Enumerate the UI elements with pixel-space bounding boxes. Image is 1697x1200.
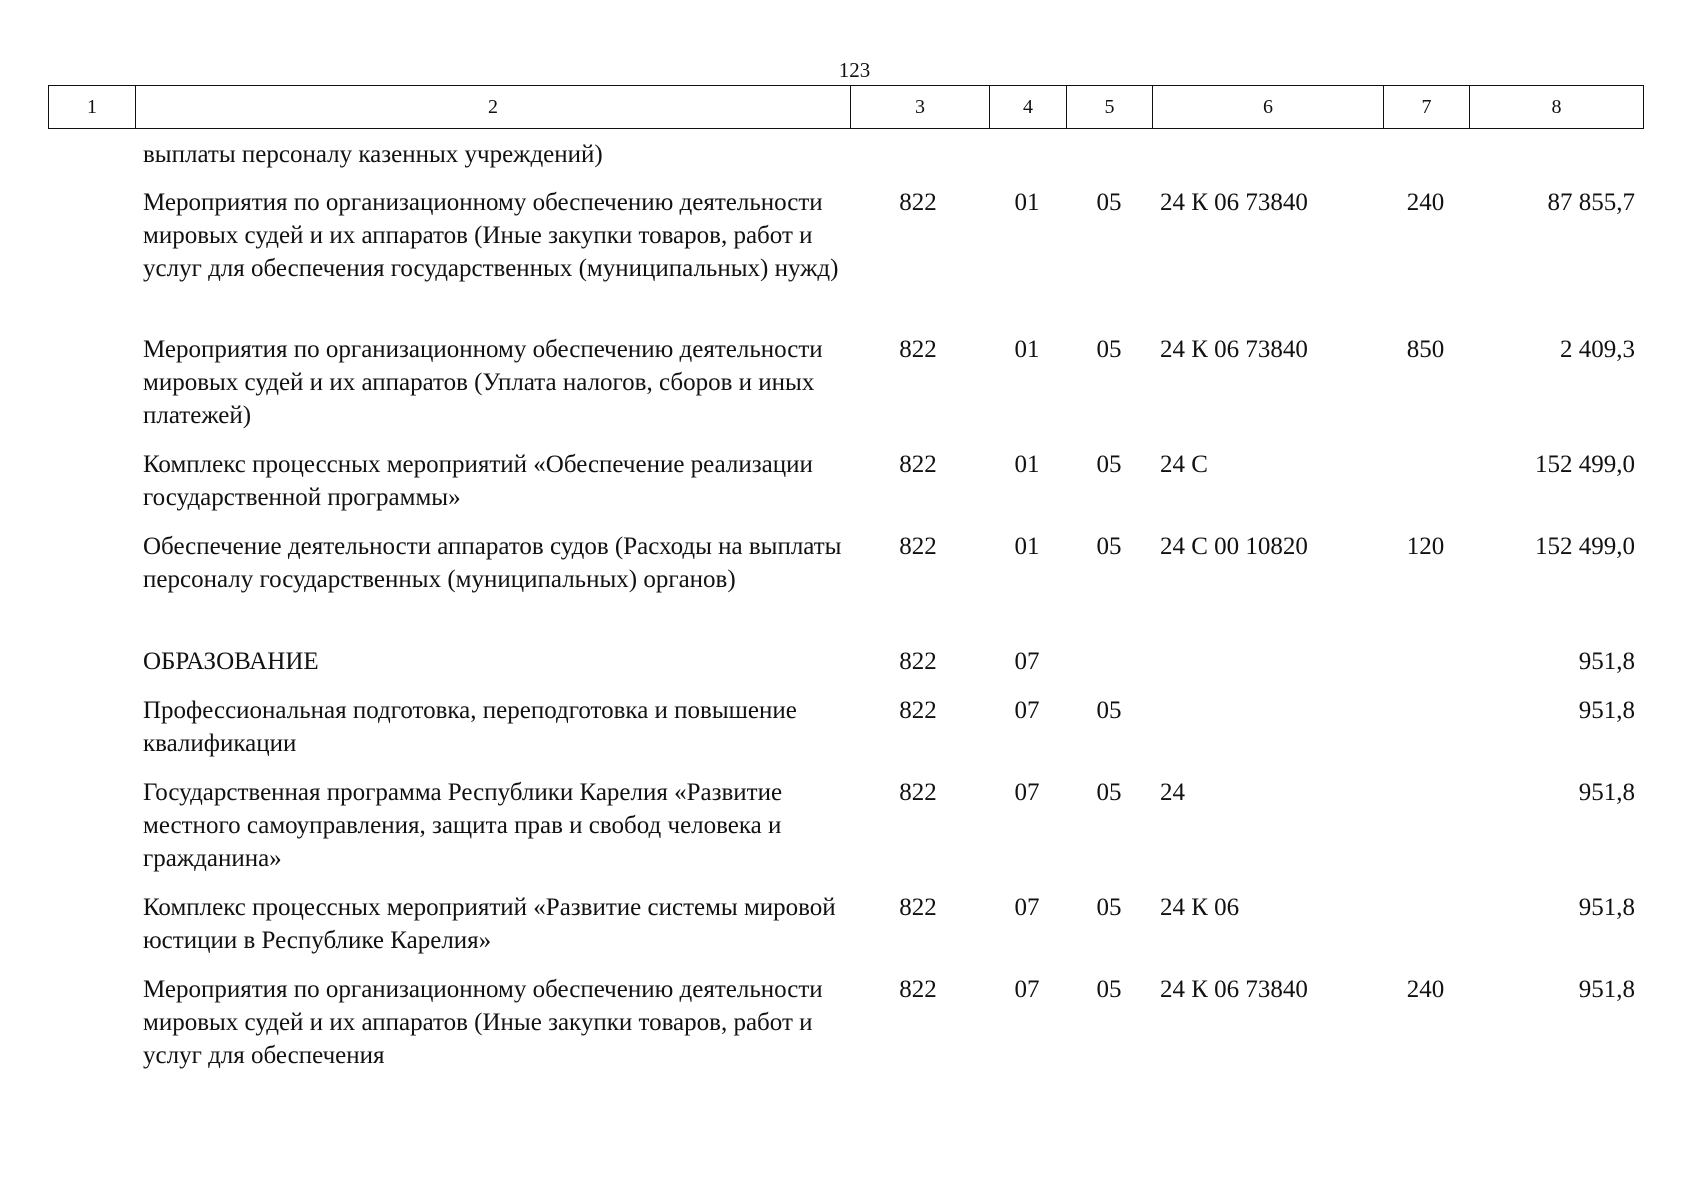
row-target-article: 24 С: [1160, 451, 1208, 478]
row-section: 07: [1014, 779, 1040, 806]
row-description: Мероприятия по организационному обеспечению деятельности мировых судей и их аппаратов (Иные закупки товаров, работ и услуг для обеспечения: [143, 976, 823, 1069]
row-subsection: 05: [1096, 779, 1122, 806]
row-section: 01: [1014, 189, 1040, 216]
column-header-6: 6: [1153, 86, 1384, 129]
row-target-article: 24 К 06 73840: [1160, 189, 1308, 216]
row-ministry-code: 822: [899, 533, 937, 560]
row-description: Профессиональная подготовка, переподготовка и повышение квалификации: [143, 697, 797, 757]
row-subsection: 05: [1096, 451, 1122, 478]
column-header-row: [49, 86, 1644, 129]
row-expense-type: 240: [1406, 189, 1445, 216]
row-amount: 951,8: [1578, 894, 1635, 921]
column-header-table: [48, 85, 1644, 129]
row-expense-type: 120: [1406, 533, 1445, 560]
row-ministry-code: 822: [899, 976, 937, 1003]
row-target-article: 24: [1160, 779, 1185, 806]
row-expense-type: 850: [1406, 336, 1445, 363]
column-header-2: 2: [136, 86, 851, 129]
row-amount: 152 499,0: [1535, 533, 1635, 560]
row-amount: 951,8: [1578, 779, 1635, 806]
page-number: 123: [838, 58, 871, 82]
row-target-article: 24 К 06 73840: [1160, 336, 1308, 363]
column-header-5: 5: [1067, 86, 1153, 129]
row-ministry-code: 822: [899, 894, 937, 921]
column-header-7: 7: [1384, 86, 1470, 129]
row-subsection: 05: [1096, 336, 1122, 363]
row-section: 07: [1014, 894, 1040, 921]
row-ministry-code: 822: [899, 697, 937, 724]
row-description: Государственная программа Республики Карелия «Развитие местного самоуправления, защита прав и свобод человека и гражданина»: [143, 779, 783, 872]
row-amount: 87 855,7: [1547, 189, 1635, 216]
row-amount: 951,8: [1578, 648, 1635, 675]
row-subsection: 05: [1096, 697, 1122, 724]
row-section: 07: [1014, 648, 1040, 675]
row-subsection: 05: [1096, 189, 1122, 216]
row-description: Мероприятия по организационному обеспечению деятельности мировых судей и их аппаратов (Иные закупки товаров, работ и услуг для обеспечения государственных (муниципальных) нужд): [143, 189, 839, 282]
row-ministry-code: 822: [899, 336, 937, 363]
row-description: ОБРАЗОВАНИЕ: [143, 648, 319, 675]
row-amount: 152 499,0: [1535, 451, 1635, 478]
row-description: выплаты персоналу казенных учреждений): [143, 141, 603, 168]
row-target-article: 24 К 06 73840: [1160, 976, 1308, 1003]
row-section: 07: [1014, 976, 1040, 1003]
row-description: Обеспечение деятельности аппаратов судов (Расходы на выплаты персоналу государственных (муниципальных) органов): [143, 533, 842, 593]
row-amount: 951,8: [1578, 697, 1635, 724]
row-section: 07: [1014, 697, 1040, 724]
row-section: 01: [1014, 451, 1040, 478]
column-header-4: 4: [990, 86, 1067, 129]
row-description: Комплекс процессных мероприятий «Развитие системы мировой юстиции в Республике Карелия»: [143, 894, 836, 954]
row-section: 01: [1014, 533, 1040, 560]
column-header-3: 3: [851, 86, 990, 129]
row-target-article: 24 К 06: [1160, 894, 1240, 921]
row-subsection: 05: [1096, 976, 1122, 1003]
row-description: Мероприятия по организационному обеспечению деятельности мировых судей и их аппаратов (Уплата налогов, сборов и иных платежей): [143, 336, 823, 429]
column-header-1: 1: [49, 86, 136, 129]
row-section: 01: [1014, 336, 1040, 363]
row-ministry-code: 822: [899, 189, 937, 216]
row-ministry-code: 822: [899, 648, 937, 675]
row-ministry-code: 822: [899, 779, 937, 806]
row-subsection: 05: [1096, 533, 1122, 560]
row-target-article: 24 С 00 10820: [1160, 533, 1308, 560]
row-description: Комплекс процессных мероприятий «Обеспечение реализации государственной программы»: [143, 451, 813, 511]
column-header-8: 8: [1470, 86, 1644, 129]
row-amount: 951,8: [1578, 976, 1635, 1003]
row-expense-type: 240: [1406, 976, 1445, 1003]
row-amount: 2 409,3: [1560, 336, 1635, 363]
row-ministry-code: 822: [899, 451, 937, 478]
row-subsection: 05: [1096, 894, 1122, 921]
